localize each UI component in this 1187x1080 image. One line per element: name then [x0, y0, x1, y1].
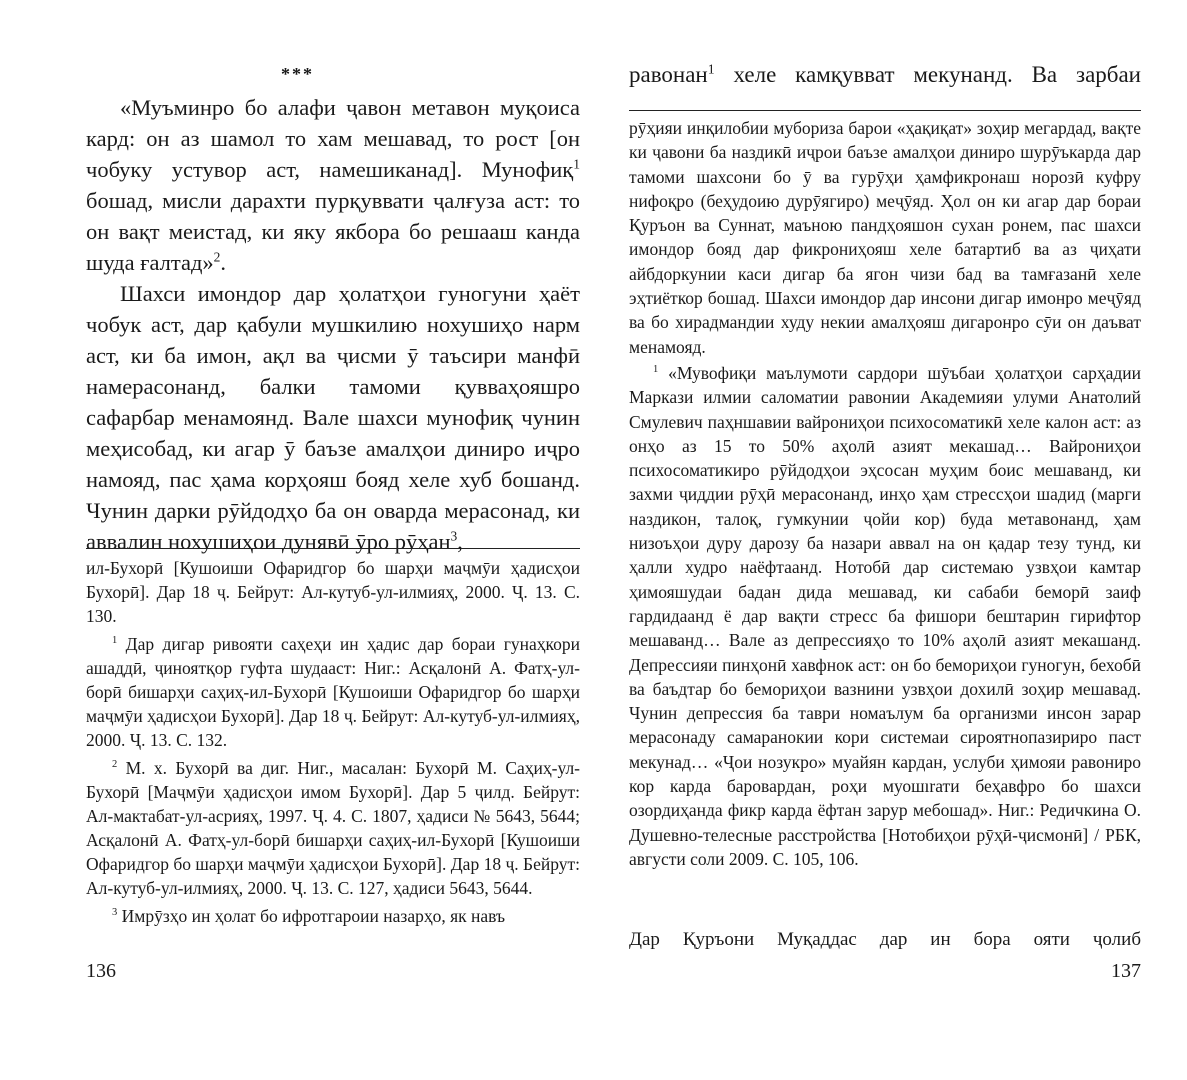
- paragraph-2: Шахси имондор дар ҳолатҳои гуногуни ҳаёт чобук аст, дар қабули мушкилию нохушиҳо нарм аст, ки ба имон, ақл ва ҷисми ӯ таъсири манфӣ намерасонанд, балки тамоми қувваҳояшро сафарбар менамоянд. Вале шахси мунофиқ чунин меҳисобад, ки агар ӯ баъзе амалҳои диниро иҷро намояд, пас ҳама корҳояш бояд хеле хуб бошанд. Чунин дарки рӯйдодҳо ба он оварда мерасонад, ки аввалин нохушиҳои дунявӣ ӯро рӯҳан$^3$,: [86, 281, 580, 554]
- footnote-3: $^3$ Имрӯзҳо ин ҳолат бо ифротгароии назарҳо, як навъ: [112, 906, 506, 926]
- paragraph-2-text: Шахси имондор дар ҳолатҳои гуногуни ҳаёт чобук аст, дар қабули мушкилию нохушиҳо нарм аст, ки ба имон, ақл ва ҷисми ӯ таъсири манфӣ намерасонанд, балки тамоми қувваҳояшро сафарбар менамоянд. Вале шахси мунофиқ чунин меҳисобад, ки агар ӯ баъзе амалҳои диниро иҷро намояд, пас ҳама корҳояш бояд хеле хуб бошанд. Чунин дарки рӯйдодҳо ба он оварда мерасонад, ки аввалин нохушиҳои дунявӣ ӯро рӯҳан: [86, 281, 580, 554]
- footnote-continuation-right: рӯҳияи инқилобии мубориза барои «ҳақиқат» зоҳир мегардад, вақте ки ҷавони ба наздикӣ иҷрои баъзе амалҳои диниро шурӯъкарда дар тамоми шахсони бо ӯ ва гурӯҳи ҳамфикронаш норозӣ куфру нифоқро (беҳудоию дурӯягиро) меҷӯяд. Ҳол он ки агар дар бораи Қуръон ва Суннат, маъною пандҳояшон сухан ронем, пас шахси имондор бояд дар фикрониҳояш хеле батартиб ва аз ҷиҳати айбдоркунии каси дигар ба ягон чизи бад ва тамғазанӣ хеле эҳтиёткор бошад. Шахси имондор дар инсони дигар имонро меҷӯяд ва бо хирадмандии худу некии амалҳояш дигаронро сӯи он даъват менамояд.: [629, 118, 1141, 357]
- footnote-ref-1: 1: [573, 156, 580, 172]
- main-text-tail: Дар Қуръони Муқаддас дар ин бора ояти ҷолиб: [629, 929, 1141, 950]
- section-ornament: ***: [281, 64, 314, 84]
- paragraph-1: «Муъминро бо алафи ҷавон метавон муқоиса кард: он аз шамол то хам мешавад, то рост [он чобуку устувор аст, намешиканад]. Мунофиқ$^1$ бошад, мисли дарахти пурқуввати ҷалғуза аст: то он вақт меистад, ки яку якбора бо решааш канда шуда ғалтад»$^2$.: [86, 95, 580, 275]
- footnote-ref-2: 2: [213, 249, 221, 265]
- paragraph-1-text: «Муъминро бо алафи ҷавон метавон муқоиса кард: он аз шамол то хам мешавад, то рост [он чобуку устувор аст, намешиканад]. Мунофиқ: [86, 95, 580, 182]
- footnotes-right: [629, 116, 1141, 873]
- footnote-1-right: $^1$ «Мувофиқи маълумоти сардори шӯъбаи ҳолатҳои сарҳадии Маркази илмии саломатии равонии Академияи улуми Анатолий Смулевич паҳншавии вайрониҳои психосоматикӣ хеле калон аст: аз онҳо аз 15 то 50% аҳолӣ азият мекашад… Вайрониҳои психосоматикиро рӯйдодҳои эҳсосан муҳим боис мешаванд, ки захми ҷиддии рӯҳӣ мерасонанд, инҳо ҳам стрессҳои шадид (марги наздикон, талоқ, гумкунии ҷойи кор) буда метавонанд, ҳам низоъҳои дуру дарозу ба назари аввал на он қадар тезу тунд, ки ҳалли худро наёфтаанд. Нотобӣ дар системаю узвҳои камтар ҳимояшудаи бадан дида мешавад, ки сабаби беморӣ заиф гардидаанд ё дар вақти стресс ба фишори бештарин гирифтор мешаванд… Вале аз депрессияҳо то 10% аҳолӣ азият мекашанд. Депрессияи пинҳонӣ хавфнок аст: он бо бемориҳои гуногун, бехобӣ ва баъдтар бо бемориҳои вазнини узвҳои дохилӣ зоҳир мешавад. Чунин депрессия ба таври номаълум ба организми инсон зарар мерасонаду самаранокии кори системаи сироятнопазириро паст мекунад… «Ҷои нозукро» муайян кардан, услуби ҳимояи равониро кор карда баровардан, роҳи муошırати беҳавфро бо шахси озордиҳанда фикр карда ёфтан зарур мебошад». Ниг.: Редичкина О. Душевно-телесные расстройства [Нотобиҳои рӯҳӣ-ҷисмонӣ] / РБК, августи соли 2009. С. 105, 106.: [629, 362, 1142, 869]
- footnote-2: $^2$ М. х. Бухорӣ ва диг. Ниг., масалан: Бухорӣ М. Саҳиҳ-ул-Бухорӣ [Маҷмӯи ҳадисҳои имом Бухорӣ]. Дар 5 ҷилд. Бейрут: Ал-мактабат-ул-асрияҳ, 1997. Ҷ. 4. С. 1807, ҳадиси № 5643, 5644; Асқалонӣ А. Фатҳ-ул-борӣ бишарҳи саҳиҳ-ил-Бухорӣ [Кушоиши Офаридгор бо шарҳи маҷмӯи ҳадисҳои Бухорӣ]. Дар 18 ҷ. Бейрут: Ал-кутуб-ул-илмияҳ, 2000. Ҷ. 13. С. 127, ҳадиси 5643, 5644.: [86, 758, 581, 898]
- main-text-continuation: равонан$^1$ хеле камқувват мекунанд. Ва зарбаи: [629, 61, 1141, 87]
- footnotes-left: [86, 556, 580, 932]
- footnote-divider-right: [629, 110, 1141, 111]
- footnote-ref-1-right: 1: [707, 61, 715, 77]
- page-number-left: 136: [86, 960, 116, 982]
- page-number-right: 137: [1111, 960, 1141, 982]
- footnote-ref-3: 3: [450, 528, 458, 544]
- footnote-continuation: ил-Бухорӣ [Кушоиши Офаридгор бо шарҳи маҷмӯи ҳадисҳои Бухорӣ]. Дар 18 ҷ. Бейрут: Ал-кутуб-ул-илмияҳ, 2000. Ҷ. 13. С. 130.: [86, 558, 580, 626]
- paragraph-1-cont: бошад, мисли дарахти пурқуввати ҷалғуза аст: то он вақт меистад, ки яку якбора бо решааш канда шуда ғалтад»: [86, 188, 580, 275]
- main-text: [86, 92, 580, 557]
- footnote-1: $^1$ Дар дигар ривояти саҳеҳи ин ҳадис дар бораи гунаҳкори ашаддӣ, ҷиноятқор гуфта шудааст: Ниг.: Асқалонӣ А. Фатҳ-ул-борӣ бишарҳи саҳиҳ-ил-Бухорӣ [Кушоиши Офаридгор бо шарҳи маҷмӯи ҳадисҳои Бухорӣ]. Дар 18 ҷ. Бейрут: Ал-кутуб-ул-илмияҳ, 2000. Ҷ. 13. С. 132.: [86, 634, 581, 750]
- footnote-divider: [86, 548, 580, 549]
- right-page: [595, 0, 1187, 1080]
